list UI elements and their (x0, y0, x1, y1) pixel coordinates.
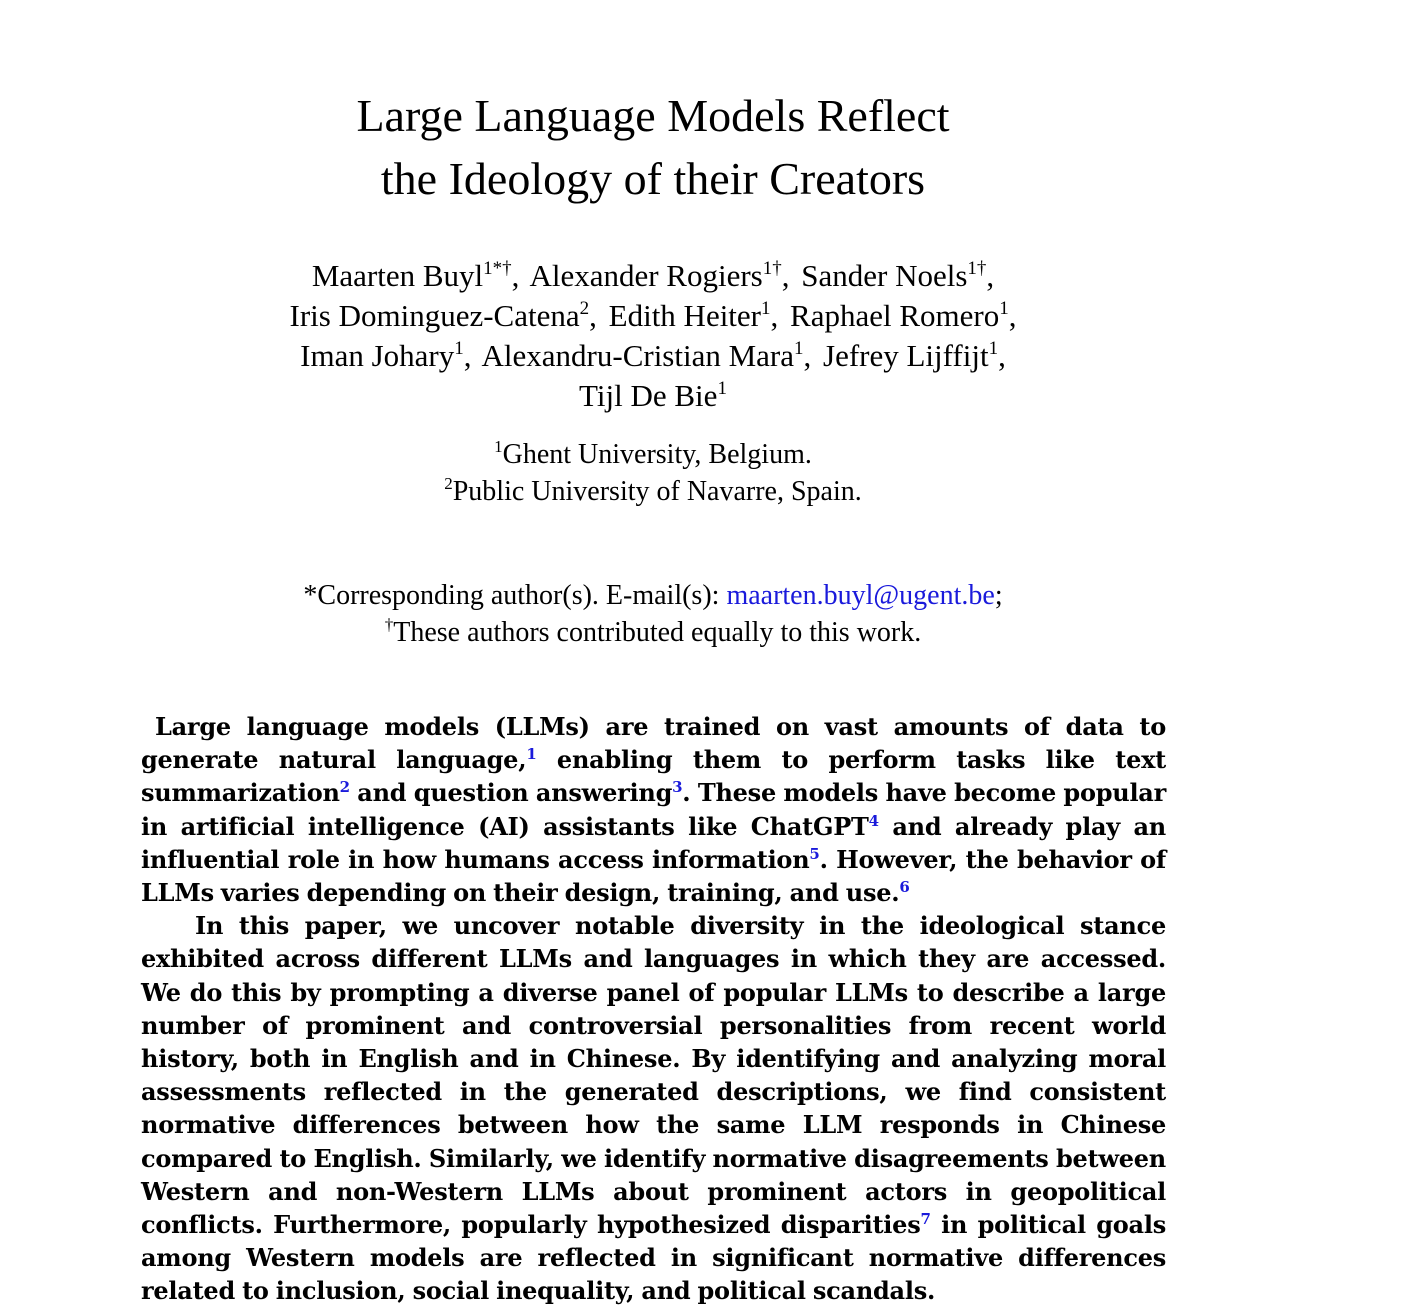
author (790, 298, 1009, 333)
author-affiliation-mark: 1*† (483, 258, 512, 279)
abstract-text: enabling them to perform tasks like text summarization (141, 745, 1166, 808)
title-line-2: the Ideology of their Creators (380, 153, 926, 204)
equal-contribution-text: These authors contributed equally to this work. (393, 617, 922, 648)
author-name: Alexander Rogiers (529, 258, 763, 293)
affiliation-list (0, 436, 1306, 510)
author (312, 258, 512, 293)
author-affiliation-mark: 2 (579, 298, 590, 319)
abstract-text: . However, the behavior of LLMs varies depending on their design, training, and use. (141, 844, 1166, 908)
author (290, 298, 590, 333)
abstract-paragraph-2 (141, 909, 1166, 1307)
affiliation-mark: 1 (494, 437, 503, 456)
correspondence-note (0, 577, 1306, 651)
affiliation (0, 473, 1306, 510)
author (482, 338, 804, 373)
corresponding-author-line (0, 577, 1306, 614)
author-affiliation-mark: 1† (762, 258, 782, 279)
author-name: Edith Heiter (608, 298, 762, 333)
author-name: Tijl De Bie (579, 378, 718, 413)
citation-link[interactable]: 5 (809, 844, 820, 863)
email-link[interactable]: maarten.buyl@ugent.be (726, 580, 995, 611)
citation-link[interactable]: 2 (339, 778, 350, 797)
author-affiliation-mark: 1 (794, 338, 804, 359)
affiliation-mark: 2 (444, 474, 453, 493)
citation-link[interactable]: 4 (868, 811, 879, 830)
dagger-mark: † (384, 615, 394, 634)
author-line: Iman Johary$^1$, Alexandru-Cristian Mara$^1$, Jefrey Lijffijt$^1$, (300, 338, 1006, 373)
corresponding-author-label: *Corresponding author(s). E-mail(s): (303, 580, 720, 611)
author (823, 338, 998, 373)
author (609, 298, 771, 333)
title-line-1: Large Language Models Reflect (356, 90, 950, 141)
author (801, 258, 986, 293)
author-name: Iris Dominguez-Catena (289, 298, 580, 333)
citation-link[interactable]: 6 (899, 878, 910, 897)
author-affiliation-mark: 1† (967, 258, 987, 279)
author-name: Jefrey Lijffijt (823, 338, 989, 373)
abstract-paragraph-1 (141, 710, 1166, 909)
author-affiliation-mark: 1 (999, 298, 1009, 319)
abstract-text: . These models have become popular in artificial intelligence (AI) assistants like ChatGPT (141, 778, 1167, 841)
author-affiliation-mark: 1 (454, 338, 464, 359)
author-affiliation-mark: 1 (988, 338, 999, 359)
author (529, 258, 781, 293)
author-affiliation-mark: 1 (761, 298, 771, 319)
abstract-text: Large language models (LLMs) are trained on vast amounts of data to generate natural language, (141, 712, 1166, 775)
abstract-text: in political goals among Western models are reflected in significant normative differences related to inclusion, social inequality, and political scandals. (141, 1210, 1166, 1306)
author (300, 338, 464, 373)
affiliation-text: Ghent University, Belgium. (502, 439, 812, 470)
equal-contribution-line (0, 614, 1306, 651)
citation-link[interactable]: 7 (920, 1210, 931, 1229)
author-name: Maarten Buyl (311, 258, 484, 293)
affiliation-text: Public University of Navarre, Spain. (452, 476, 862, 507)
citation-link[interactable]: 1 (526, 745, 537, 764)
abstract (141, 710, 1166, 1308)
abstract-text: and already play an influential role in how humans access information (141, 811, 1166, 874)
author (579, 378, 727, 413)
affiliation (0, 436, 1306, 473)
abstract-text: In this paper, we uncover notable diversity in the ideological stance exhibited across different LLMs and languages in which they are accessed. We do this by prompting a diverse panel of popular LLMs to describe a large number of prominent and controversial personalities from recent world history, both in English and in Chinese. By identifying and analyzing moral assessments reflected in the generated descriptions, we find consistent normative differences between how the same LLM responds in Chinese compared to English. Similarly, we identify normative disagreements between Western and non-Western LLMs about prominent actors in geopolitical conflicts. Furthermore, popularly hypothesized disparities (141, 911, 1166, 1240)
email-separator: ; (994, 580, 1003, 611)
author-name: Sander Noels (801, 258, 968, 293)
author-line: Iris Dominguez-Catena$^2$, Edith Heiter$^1$, Raphael Romero$^1$, (289, 298, 1017, 333)
author-line: Maarten Buyl$^{1*\dagger}$, Alexander Rogiers$^{1\dagger}$, Sander Noels$^{1\dagger}$, (311, 258, 995, 293)
abstract-text: and question answering (349, 778, 673, 808)
author-affiliation-mark: 1 (717, 378, 727, 399)
citation-link[interactable]: 3 (672, 778, 683, 797)
author-name: Alexandru-Cristian Mara (481, 338, 795, 373)
author-line (0, 376, 1306, 416)
author-list (0, 256, 1306, 416)
paper-title (0, 84, 1306, 210)
author-name: Raphael Romero (790, 298, 1000, 333)
author-name: Iman Johary (300, 338, 455, 373)
